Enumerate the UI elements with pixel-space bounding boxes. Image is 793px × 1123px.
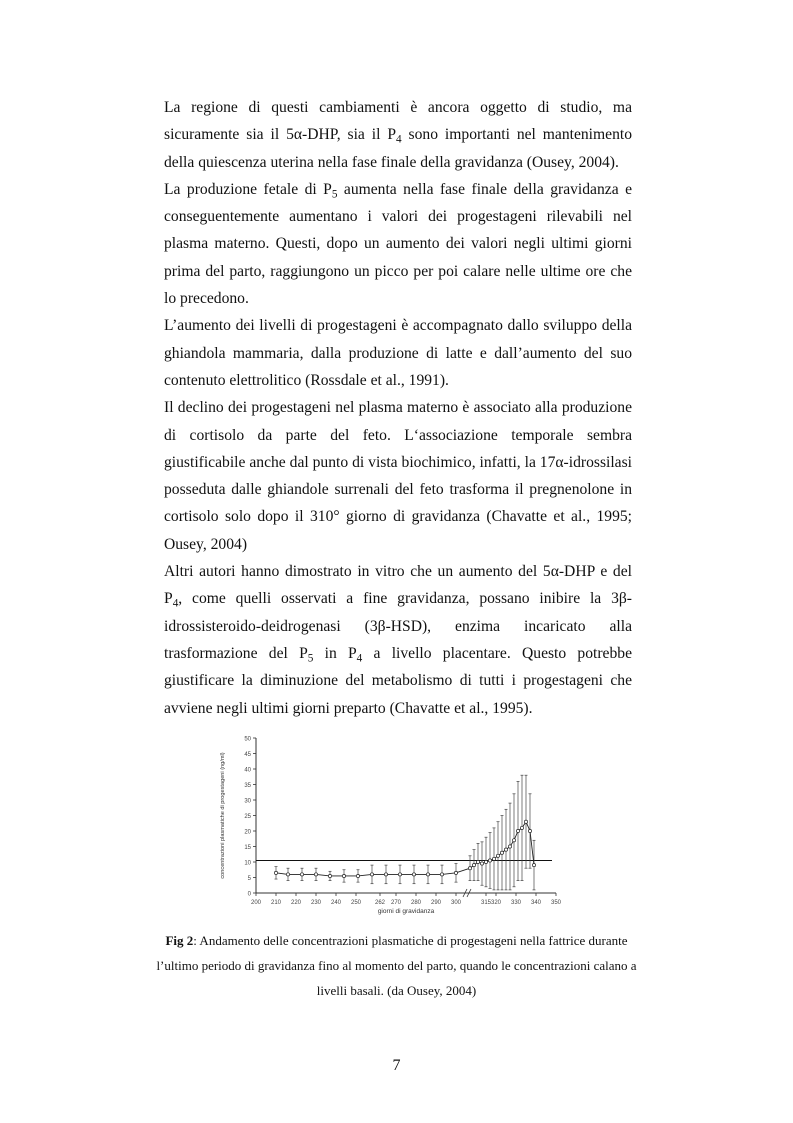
- y-tick-label: 0: [247, 891, 251, 898]
- data-point: [488, 859, 491, 862]
- x-tick-label: 315: [480, 900, 492, 906]
- y-tick-label: 40: [244, 767, 251, 774]
- y-tick-label: 45: [244, 752, 251, 758]
- x-tick-label: 280: [410, 900, 422, 906]
- paragraph-2: La produzione fetale di $P_5$ aumenta nella fase finale della gravidanza e conseguentemente aumentano i valori dei progestageni rilevabili nel plasma materno. Questi, dopo un aumento dei valori negli ultimi giorni prima del parto, raggiungono un picco per poi calare nelle ultime ore che lo precedono.: [164, 180, 632, 308]
- series-line: [276, 822, 534, 876]
- x-tick-label: 340: [530, 900, 542, 906]
- y-tick-label: 5: [247, 876, 251, 882]
- x-tick-label: 300: [450, 900, 462, 906]
- data-point: [496, 854, 499, 857]
- data-point: [384, 873, 387, 876]
- data-point: [476, 860, 479, 863]
- x-tick-label: 200: [250, 900, 262, 906]
- data-point: [472, 864, 475, 867]
- paragraph-3: L’aumento dei livelli di progestageni è accompagnato dallo sviluppo della ghiandola mammaria, dalla produzione di latte e dall’aumento del suo contenuto elettrolitico (Rossdale et al., 1991).: [164, 317, 632, 389]
- data-point: [314, 873, 317, 876]
- y-tick-label: 25: [244, 814, 251, 820]
- x-tick-label: 350: [550, 900, 562, 906]
- data-point: [426, 873, 429, 876]
- data-point: [504, 848, 507, 851]
- chart-svg: [214, 733, 570, 915]
- data-point: [398, 873, 401, 876]
- data-point: [356, 874, 359, 877]
- body-text: [164, 94, 632, 722]
- data-point: [286, 873, 289, 876]
- y-tick-label: 35: [244, 783, 251, 789]
- data-point: [440, 873, 443, 876]
- y-tick-label: 50: [244, 736, 251, 743]
- progestagen-chart: [214, 733, 570, 915]
- data-point: [520, 826, 523, 829]
- data-point: [500, 851, 503, 854]
- figure-caption: [150, 928, 643, 1003]
- x-tick-label: 290: [430, 900, 442, 906]
- data-point: [516, 829, 519, 832]
- page-number: 7: [392, 1057, 401, 1074]
- x-tick-label: 320: [490, 900, 502, 906]
- data-point: [468, 867, 471, 870]
- data-point: [412, 873, 415, 876]
- data-point: [532, 864, 535, 867]
- data-point: [328, 874, 331, 877]
- data-point: [454, 871, 457, 874]
- caption-text: : Andamento delle concentrazioni plasmatiche di progestageni nella fattrice durante l’ultimo periodo di gravidanza fino al momento del parto, quando le concentrazioni calano a livelli basali. (da Ousey, 2004): [156, 933, 637, 998]
- data-point: [524, 820, 527, 823]
- x-tick-label: 330: [510, 900, 522, 906]
- data-point: [300, 873, 303, 876]
- y-tick-label: 30: [244, 798, 251, 805]
- caption-label: Fig 2: [165, 933, 194, 948]
- data-point: [508, 845, 511, 848]
- y-tick-label: 15: [244, 845, 251, 851]
- y-tick-label: 10: [244, 860, 251, 867]
- y-axis-label: concentrazioni plasmatiche di progestageni (ng/ml): [220, 752, 226, 879]
- y-tick-label: 20: [244, 829, 251, 836]
- data-point: [480, 862, 483, 865]
- x-tick-label: 262: [374, 900, 386, 906]
- data-point: [484, 860, 487, 863]
- paragraph-5: Altri autori hanno dimostrato in vitro che un aumento del 5α-DHP e del $P_4$, come quelli osservati a fine gravidanza, possano inibire la 3β-idrossisteroido-deidrogenasi (3β-HSD), enzima incaricato alla trasformazione del $P_5$ in $P_4$ a livello placentare. Questo potrebbe giustificare la diminuzione del metabolismo di tutti i progestageni che avviene negli ultimi giorni preparto (Chavatte et al., 1995).: [164, 563, 632, 717]
- data-point: [274, 871, 277, 874]
- x-tick-label: 220: [290, 900, 302, 906]
- x-axis-label: giorni di gravidanza: [377, 908, 435, 915]
- x-tick-label: 240: [330, 900, 342, 906]
- x-tick-label: 210: [270, 900, 282, 906]
- data-point: [512, 839, 515, 842]
- x-tick-label: 250: [350, 900, 362, 906]
- x-tick-label: 230: [310, 900, 322, 906]
- x-tick-label: 270: [390, 900, 402, 906]
- data-point: [342, 874, 345, 877]
- data-point: [528, 829, 531, 832]
- paragraph-1: La regione di questi cambiamenti è ancora oggetto di studio, ma sicuramente sia il 5α-DHP, sia il $P_4$ sono importanti nel mantenimento della quiescenza uterina nella fase finale della gravidanza (Ousey, 2004).: [164, 99, 632, 171]
- data-point: [492, 857, 495, 860]
- paragraph-4: Il declino dei progestageni nel plasma materno è associato alla produzione di cortisolo da parte del feto. L‘associazione temporale sembra giustificabile anche dal punto di vista biochimico, infatti, la 17α-idrossilasi posseduta dalle ghiandole surrenali del feto trasforma il pregnenolone in cortisolo solo dopo il 310° giorno di gravidanza (Chavatte et al., 1995; Ousey, 2004): [164, 399, 632, 553]
- data-point: [370, 873, 373, 876]
